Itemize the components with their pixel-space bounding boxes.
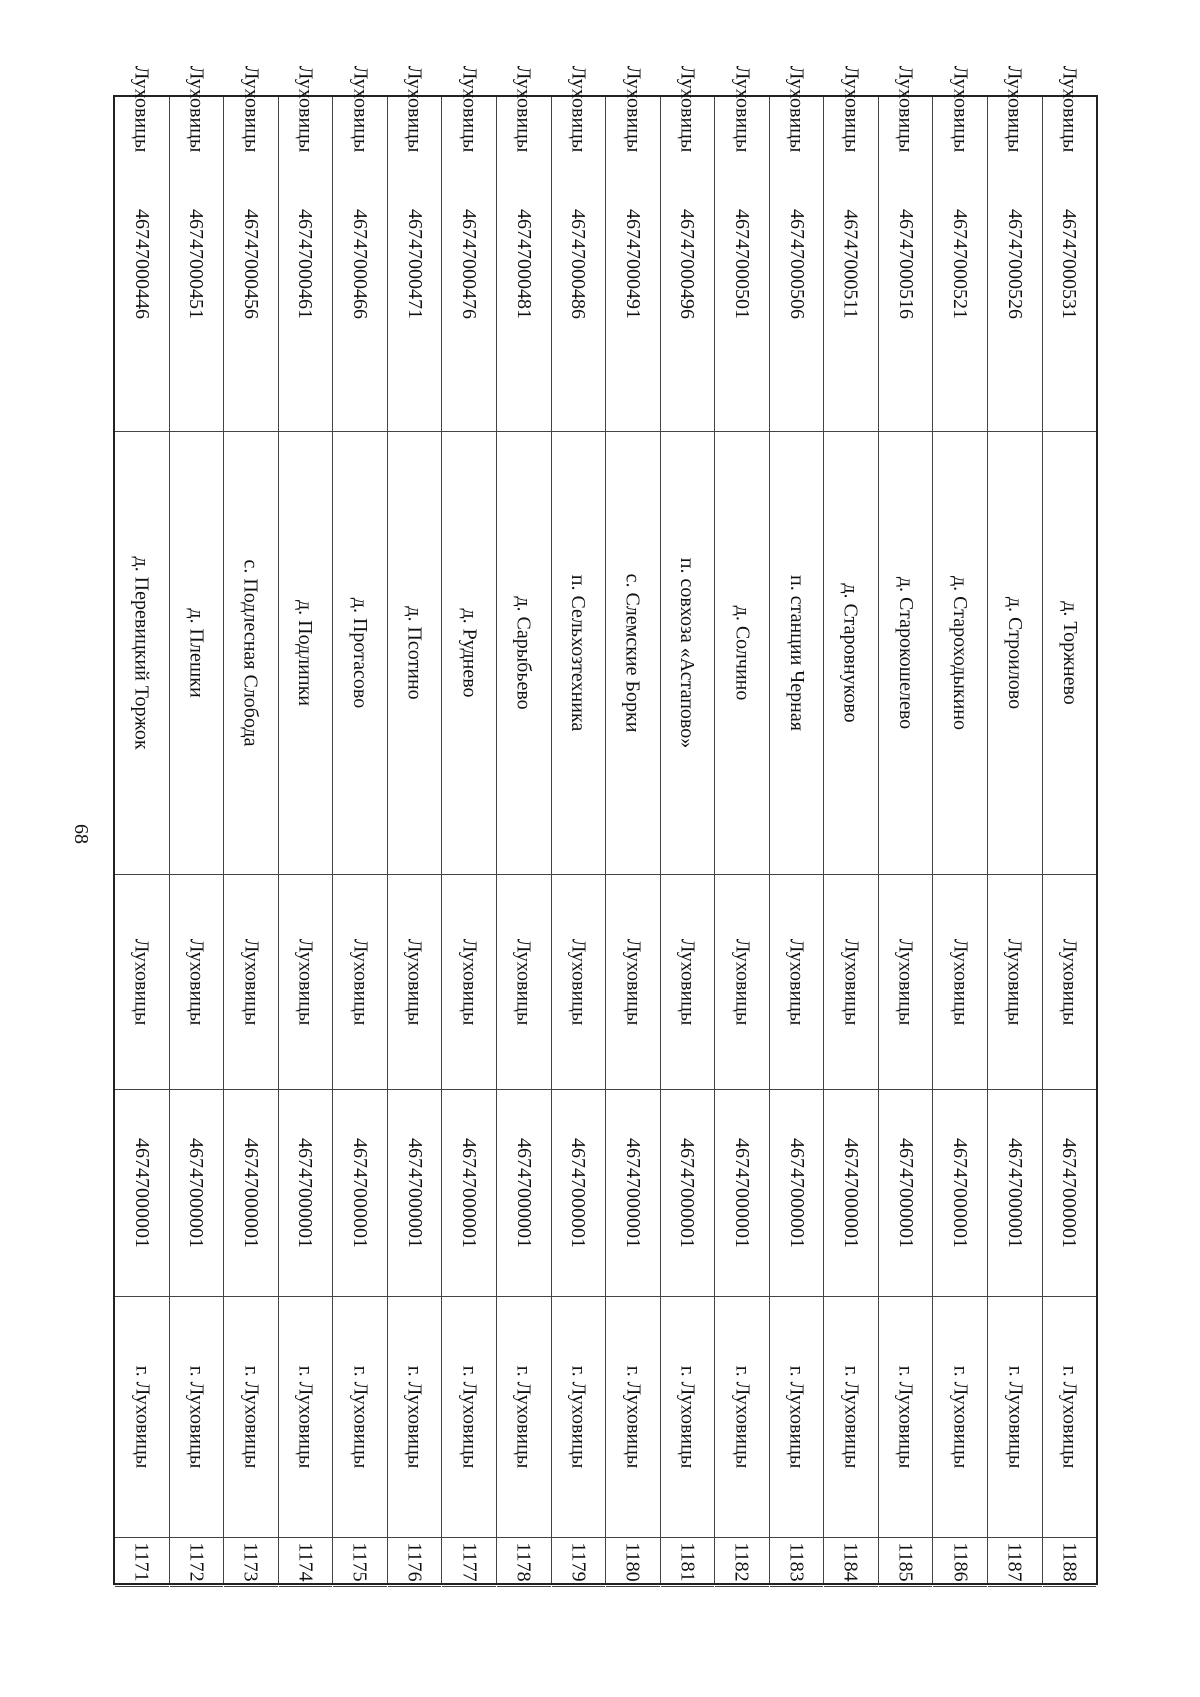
settlement-cell: [115, 432, 169, 875]
table-row: [933, 65, 988, 1583]
municipality-name-cell-text: Луховицы: [785, 938, 808, 1026]
row-number-text: 1184: [840, 1542, 863, 1582]
municipality-cell-text: г. Луховицы: [512, 1365, 535, 1469]
table-row: [115, 65, 170, 1583]
row-number-text: 1182: [730, 1542, 753, 1582]
settlement-cell: [224, 432, 278, 875]
row-number: [606, 1538, 660, 1587]
settlement-oktmo-cell-text: 46747000446: [130, 209, 153, 319]
row-number-text: 1183: [785, 1542, 808, 1582]
municipality-cell-text: г. Луховицы: [1058, 1365, 1081, 1469]
district-cell-text: Луховицы: [458, 65, 481, 153]
oktmo-code-cell-text: 46747000001: [349, 1138, 372, 1248]
table-row: [1043, 65, 1097, 1583]
municipality-cell-text: г. Луховицы: [294, 1365, 317, 1469]
oktmo-code-cell: [279, 1090, 333, 1297]
district-cell-text: Луховицы: [949, 65, 972, 153]
table-row: [497, 65, 552, 1583]
settlement-cell: [1043, 432, 1097, 875]
municipality-cell: [497, 1297, 551, 1538]
district-cell: [497, 65, 551, 153]
municipality-cell: [988, 1297, 1042, 1538]
district-cell-text: Луховицы: [1058, 65, 1081, 153]
municipality-cell: [824, 1297, 878, 1538]
municipality-cell-text: г. Луховицы: [621, 1365, 644, 1469]
municipality-name-cell: [715, 875, 769, 1090]
municipality-cell-text: г. Луховицы: [403, 1365, 426, 1469]
oktmo-code-cell: [988, 1090, 1042, 1297]
row-number-text: 1179: [567, 1542, 590, 1582]
municipality-cell-text: г. Луховицы: [1003, 1365, 1026, 1469]
table-row: [442, 65, 497, 1583]
settlement-oktmo-cell-text: 46747000511: [840, 209, 863, 319]
settlement-cell-text: д. Руднево: [458, 608, 481, 698]
settlement-cell-text: д. Сарыбьево: [512, 596, 535, 710]
municipality-name-cell-text: Луховицы: [130, 938, 153, 1026]
municipality-name-cell-text: Луховицы: [676, 938, 699, 1026]
municipality-cell: [933, 1297, 987, 1538]
municipality-name-cell-text: Луховицы: [349, 938, 372, 1026]
row-number: [661, 1538, 715, 1587]
row-number-text: 1180: [621, 1542, 644, 1582]
municipality-name-cell: [770, 875, 824, 1090]
settlement-cell: [497, 432, 551, 875]
district-cell-text: Луховицы: [676, 65, 699, 153]
municipality-name-cell-text: Луховицы: [403, 938, 426, 1026]
district-cell: [933, 65, 987, 153]
row-number-text: 1174: [294, 1542, 317, 1582]
municipality-name-cell-text: Луховицы: [567, 938, 590, 1026]
district-cell-text: Луховицы: [239, 65, 262, 153]
settlement-oktmo-cell-text: 46747000481: [512, 209, 535, 319]
settlement-cell-text: с. Подлесная Слобода: [239, 559, 262, 747]
municipality-cell-text: г. Луховицы: [458, 1365, 481, 1469]
municipality-cell: [170, 1297, 224, 1538]
table-row: [170, 65, 225, 1583]
table-row: [552, 65, 607, 1583]
settlement-oktmo-cell-text: 46747000531: [1058, 209, 1081, 319]
oktmo-code-cell: [606, 1090, 660, 1297]
municipality-name-cell: [933, 875, 987, 1090]
settlement-cell-text: с. Слемские Борки: [621, 573, 644, 733]
district-cell-text: Луховицы: [349, 65, 372, 153]
municipality-cell-text: г. Луховицы: [840, 1365, 863, 1469]
municipality-name-cell: [279, 875, 333, 1090]
municipality-cell-text: г. Луховицы: [949, 1365, 972, 1469]
oktmo-code-cell: [170, 1090, 224, 1297]
settlement-oktmo-cell-text: 46747000506: [785, 209, 808, 319]
settlement-oktmo-cell-text: 46747000476: [458, 209, 481, 319]
district-cell-text: Луховицы: [621, 65, 644, 153]
row-number: [170, 1538, 224, 1587]
municipality-cell: [552, 1297, 606, 1538]
settlement-oktmo-cell-text: 46747000501: [730, 209, 753, 319]
settlement-cell-text: д. Торжнево: [1058, 601, 1081, 705]
settlement-cell-text: п. станции Черная: [785, 575, 808, 731]
municipality-name-cell-text: Луховицы: [894, 938, 917, 1026]
oktmo-code-cell-text: 46747000001: [512, 1138, 535, 1248]
district-cell: [552, 65, 606, 153]
table-row: [224, 65, 279, 1583]
oktmo-code-cell: [115, 1090, 169, 1297]
table-row: [388, 65, 443, 1583]
municipality-name-cell: [879, 875, 933, 1090]
settlement-cell-text: д. Перевицкий Торжок: [130, 556, 153, 750]
district-cell: [988, 65, 1042, 153]
settlement-cell: [770, 432, 824, 875]
municipality-cell: [606, 1297, 660, 1538]
settlement-cell-text: д. Протасово: [349, 597, 372, 709]
settlement-cell: [442, 432, 496, 875]
municipality-cell: [879, 1297, 933, 1538]
row-number-text: 1185: [894, 1542, 917, 1582]
municipality-cell-text: г. Луховицы: [185, 1365, 208, 1469]
municipality-name-cell: [988, 875, 1042, 1090]
table-row: [770, 65, 825, 1583]
row-number: [115, 1538, 169, 1587]
municipality-cell-text: г. Луховицы: [239, 1365, 262, 1469]
table-row: [715, 65, 770, 1583]
oktmo-code-cell-text: 46747000001: [1058, 1138, 1081, 1248]
district-cell: [333, 65, 387, 153]
district-cell-text: Луховицы: [403, 65, 426, 153]
settlement-cell: [170, 432, 224, 875]
municipality-name-cell: [224, 875, 278, 1090]
municipality-cell: [715, 1297, 769, 1538]
district-cell: [661, 65, 715, 153]
district-cell: [606, 65, 660, 153]
district-cell: [224, 65, 278, 153]
oktmo-code-cell-text: 46747000001: [676, 1138, 699, 1248]
row-number: [715, 1538, 769, 1587]
district-cell: [442, 65, 496, 153]
settlement-cell-text: д. Староходыкино: [949, 575, 972, 731]
municipality-name-cell-text: Луховицы: [1003, 938, 1026, 1026]
oktmo-code-cell-text: 46747000001: [840, 1138, 863, 1248]
row-number-text: 1187: [1003, 1542, 1026, 1582]
data-table: [113, 65, 1098, 1585]
municipality-name-cell-text: Луховицы: [239, 938, 262, 1026]
row-number-text: 1188: [1058, 1542, 1081, 1582]
district-cell-text: Луховицы: [785, 65, 808, 153]
row-number-text: 1176: [403, 1542, 426, 1582]
oktmo-code-cell: [661, 1090, 715, 1297]
municipality-name-cell: [115, 875, 169, 1090]
table-row: [988, 65, 1043, 1583]
oktmo-code-cell-text: 46747000001: [785, 1138, 808, 1248]
municipality-name-cell: [824, 875, 878, 1090]
oktmo-code-cell: [933, 1090, 987, 1297]
oktmo-code-cell: [497, 1090, 551, 1297]
settlement-oktmo-cell-text: 46747000456: [239, 209, 262, 319]
oktmo-code-cell: [388, 1090, 442, 1297]
municipality-cell: [224, 1297, 278, 1538]
settlement-oktmo-cell-text: 46747000471: [403, 209, 426, 319]
row-number: [224, 1538, 278, 1587]
oktmo-code-cell: [333, 1090, 387, 1297]
district-cell: [170, 65, 224, 153]
row-number: [1043, 1538, 1097, 1587]
oktmo-code-cell: [824, 1090, 878, 1297]
municipality-cell: [388, 1297, 442, 1538]
row-number: [933, 1538, 987, 1587]
settlement-cell: [824, 432, 878, 875]
page-number: 68: [70, 824, 92, 844]
district-cell-text: Луховицы: [185, 65, 208, 153]
municipality-name-cell-text: Луховицы: [458, 938, 481, 1026]
row-number: [497, 1538, 551, 1587]
municipality-name-cell-text: Луховицы: [621, 938, 644, 1026]
settlement-oktmo-cell-text: 46747000466: [349, 209, 372, 319]
row-number: [824, 1538, 878, 1587]
settlement-cell-text: д. Старокошелево: [894, 576, 917, 730]
row-number: [770, 1538, 824, 1587]
settlement-oktmo-cell-text: 46747000516: [894, 209, 917, 319]
municipality-name-cell-text: Луховицы: [294, 938, 317, 1026]
oktmo-code-cell-text: 46747000001: [1003, 1138, 1026, 1248]
oktmo-code-cell: [442, 1090, 496, 1297]
municipality-cell: [279, 1297, 333, 1538]
oktmo-code-cell-text: 46747000001: [185, 1138, 208, 1248]
settlement-cell-text: д. Подлипки: [294, 599, 317, 707]
oktmo-code-cell: [1043, 1090, 1097, 1297]
oktmo-code-cell-text: 46747000001: [730, 1138, 753, 1248]
row-number: [279, 1538, 333, 1587]
settlement-cell-text: д. Старовнуково: [840, 583, 863, 723]
table-row: [606, 65, 661, 1583]
district-cell-text: Луховицы: [730, 65, 753, 153]
municipality-cell-text: г. Луховицы: [785, 1365, 808, 1469]
settlement-oktmo-cell-text: 46747000486: [567, 209, 590, 319]
municipality-name-cell-text: Луховицы: [730, 938, 753, 1026]
row-number: [442, 1538, 496, 1587]
municipality-name-cell: [606, 875, 660, 1090]
municipality-cell: [333, 1297, 387, 1538]
oktmo-code-cell: [552, 1090, 606, 1297]
settlement-oktmo-cell-text: 46747000521: [949, 209, 972, 319]
district-cell: [770, 65, 824, 153]
oktmo-code-cell-text: 46747000001: [294, 1138, 317, 1248]
settlement-cell-text: д. Строилово: [1003, 596, 1026, 710]
settlement-oktmo-cell-text: 46747000491: [621, 209, 644, 319]
row-number-text: 1172: [185, 1542, 208, 1582]
table-row: [824, 65, 879, 1583]
row-number: [879, 1538, 933, 1587]
district-cell-text: Луховицы: [294, 65, 317, 153]
district-cell-text: Луховицы: [130, 65, 153, 153]
settlement-cell-text: д. Псотино: [403, 606, 426, 700]
row-number-text: 1177: [458, 1542, 481, 1582]
table-row: [661, 65, 716, 1583]
settlement-cell-text: п. Сельхозтехника: [567, 574, 590, 732]
settlement-cell: [552, 432, 606, 875]
settlement-cell: [715, 432, 769, 875]
table-row: [333, 65, 388, 1583]
district-cell-text: Луховицы: [840, 65, 863, 153]
municipality-name-cell-text: Луховицы: [185, 938, 208, 1026]
settlement-cell: [333, 432, 387, 875]
district-cell: [824, 65, 878, 153]
settlement-cell: [879, 432, 933, 875]
settlement-oktmo-cell-text: 46747000526: [1003, 209, 1026, 319]
municipality-name-cell-text: Луховицы: [949, 938, 972, 1026]
row-number: [988, 1538, 1042, 1587]
district-cell: [715, 65, 769, 153]
settlement-cell: [279, 432, 333, 875]
municipality-cell-text: г. Луховицы: [676, 1365, 699, 1469]
municipality-cell-text: г. Луховицы: [730, 1365, 753, 1469]
settlement-cell-text: д. Солчино: [730, 605, 753, 701]
row-number-text: 1171: [130, 1542, 153, 1582]
oktmo-code-cell-text: 46747000001: [239, 1138, 262, 1248]
settlement-cell-text: п. совхоза «Астапово»: [676, 557, 699, 749]
table-row: [879, 65, 934, 1583]
municipality-name-cell: [442, 875, 496, 1090]
settlement-cell: [661, 432, 715, 875]
row-number: [333, 1538, 387, 1587]
row-number: [552, 1538, 606, 1587]
district-cell-text: Луховицы: [512, 65, 535, 153]
oktmo-code-cell-text: 46747000001: [894, 1138, 917, 1248]
municipality-cell: [770, 1297, 824, 1538]
municipality-name-cell: [333, 875, 387, 1090]
oktmo-code-cell-text: 46747000001: [567, 1138, 590, 1248]
municipality-name-cell: [388, 875, 442, 1090]
settlement-cell: [388, 432, 442, 875]
row-number-text: 1173: [239, 1542, 262, 1582]
oktmo-code-cell: [715, 1090, 769, 1297]
municipality-cell-text: г. Луховицы: [130, 1365, 153, 1469]
district-cell: [279, 65, 333, 153]
row-number: [388, 1538, 442, 1587]
oktmo-code-cell-text: 46747000001: [130, 1138, 153, 1248]
district-cell-text: Луховицы: [894, 65, 917, 153]
table-row: [279, 65, 334, 1583]
district-cell-text: Луховицы: [1003, 65, 1026, 153]
municipality-cell: [442, 1297, 496, 1538]
oktmo-code-cell: [879, 1090, 933, 1297]
settlement-oktmo-cell-text: 46747000451: [185, 209, 208, 319]
district-cell: [1043, 65, 1097, 153]
row-number-text: 1186: [949, 1542, 972, 1582]
municipality-cell: [1043, 1297, 1097, 1538]
district-cell: [388, 65, 442, 153]
municipality-name-cell: [170, 875, 224, 1090]
municipality-name-cell-text: Луховицы: [1058, 938, 1081, 1026]
district-cell: [879, 65, 933, 153]
district-cell-text: Луховицы: [567, 65, 590, 153]
oktmo-code-cell-text: 46747000001: [403, 1138, 426, 1248]
settlement-oktmo-cell-text: 46747000461: [294, 209, 317, 319]
settlement-cell: [933, 432, 987, 875]
settlement-cell: [988, 432, 1042, 875]
row-number-text: 1178: [512, 1542, 535, 1582]
oktmo-code-cell-text: 46747000001: [458, 1138, 481, 1248]
municipality-name-cell-text: Луховицы: [840, 938, 863, 1026]
municipality-cell: [661, 1297, 715, 1538]
municipality-name-cell-text: Луховицы: [512, 938, 535, 1026]
district-cell: [115, 65, 169, 153]
oktmo-code-cell: [224, 1090, 278, 1297]
municipality-cell-text: г. Луховицы: [349, 1365, 372, 1469]
oktmo-code-cell-text: 46747000001: [949, 1138, 972, 1248]
oktmo-code-cell: [770, 1090, 824, 1297]
municipality-cell-text: г. Луховицы: [894, 1365, 917, 1469]
municipality-name-cell: [661, 875, 715, 1090]
row-number-text: 1181: [676, 1542, 699, 1582]
row-number-text: 1175: [349, 1542, 372, 1582]
settlement-oktmo-cell-text: 46747000496: [676, 209, 699, 319]
municipality-name-cell: [497, 875, 551, 1090]
municipality-cell: [115, 1297, 169, 1538]
settlement-cell-text: д. Плешки: [185, 608, 208, 698]
oktmo-code-cell-text: 46747000001: [621, 1138, 644, 1248]
municipality-name-cell: [1043, 875, 1097, 1090]
municipality-cell-text: г. Луховицы: [567, 1365, 590, 1469]
municipality-name-cell: [552, 875, 606, 1090]
settlement-cell: [606, 432, 660, 875]
